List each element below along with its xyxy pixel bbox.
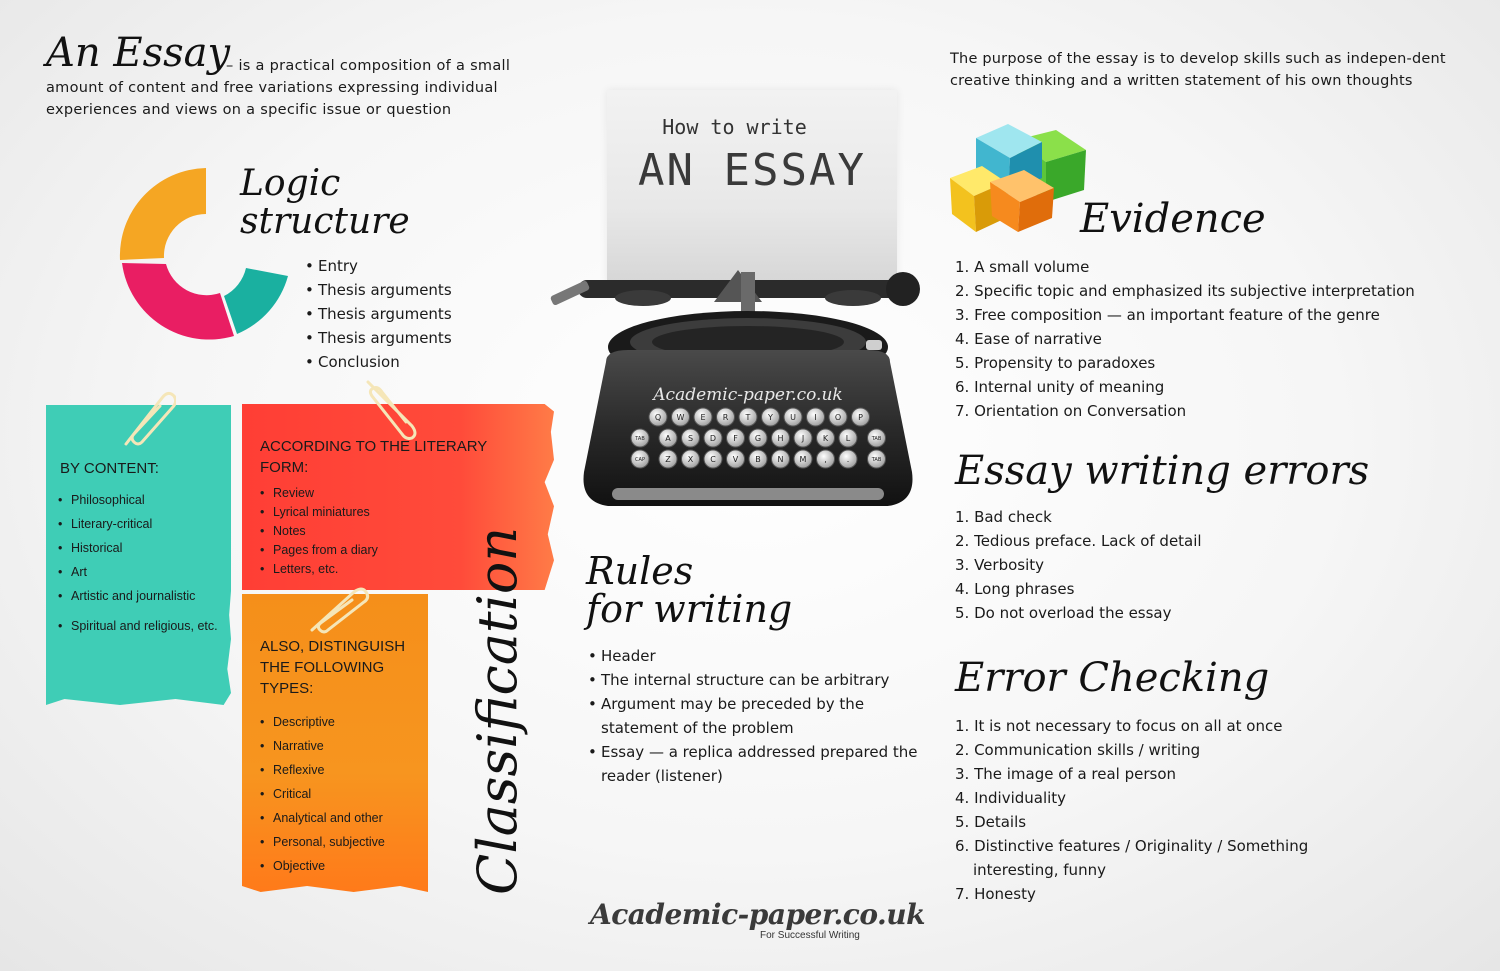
typewriter-key-label: E [700,413,706,422]
list-item: • Artistic and journalistic [58,584,218,608]
list-item: • Art [58,560,218,584]
evidence-list [955,255,1415,423]
list-item: • Argument may be preceded by the statement of the problem [588,692,918,740]
typewriter-key [682,429,700,447]
logic-structure-title [240,165,410,241]
typewriter-key-label: U [790,413,796,422]
typewriter-key [784,408,802,426]
list-item: • Pages from a diary [260,541,378,560]
list-item-continuation: interesting, funny [973,861,1106,879]
list-item: 3. Free composition — an important feature of the genre [955,306,1380,324]
by-content-heading: BY CONTENT: [60,460,159,477]
typewriter-key-label: , [824,455,827,464]
typewriter-key [704,429,722,447]
typewriter-key [817,429,835,447]
list-item: • Historical [58,536,218,560]
list-item: • Essay — a replica addressed prepared the reader (listener) [588,740,918,788]
svg-text:CAP: CAP [635,457,645,463]
typewriter-key [682,450,700,468]
writing-errors-list [955,505,1202,625]
literary-form-heading: ACCORDING TO THE LITERARY FORM: [260,438,487,476]
typewriter-key-label: F [733,434,738,443]
typewriter-key [817,450,835,468]
classification-title: Classification [466,526,529,895]
list-item: 3. The image of a real person [955,765,1177,783]
typewriter-brand: Academic-paper.co.uk [653,385,843,405]
typewriter-key [852,408,870,426]
typewriter-key-label: K [822,434,829,443]
rules-title [586,549,793,631]
footer-tagline: For Successful Writing [760,930,860,941]
key-row-2 [631,429,886,447]
typewriter-key [762,408,780,426]
typewriter-key [694,408,712,426]
essay-definition [46,55,556,121]
typewriter-key [839,429,857,447]
by-content-list [58,488,218,638]
list-item: 5. Do not overload the essay [955,604,1172,622]
donut-segment-teal [224,268,288,334]
typewriter-side-key [631,450,649,468]
typewriter-key-label: W [676,413,685,422]
typewriter-key [794,429,812,447]
typewriter-key [794,450,812,468]
typewriter-key [717,408,735,426]
writing-errors-title: Essay writing errors [955,448,1370,494]
list-item: 4. Long phrases [955,580,1075,598]
typewriter-key [839,450,857,468]
typewriter-side-key [868,429,886,447]
list-item: • Philosophical [58,488,218,512]
typewriter-key-label: . [846,455,850,464]
literary-form-list [260,484,378,579]
list-item: • Lyrical miniatures [260,503,378,522]
list-item: • Reflexive [260,758,385,782]
evidence-title: Evidence [1080,196,1266,242]
list-item: • Header [588,644,918,668]
types-heading: ALSO, DISTINGUISH THE FOLLOWING TYPES: [260,638,406,697]
typewriter-key [704,450,722,468]
list-item: • Review [260,484,378,503]
list-item: • Narrative [260,734,385,758]
paper-subtitle: How to write [662,115,807,139]
rules-list [588,644,918,788]
logic-title-line2: structure [240,201,410,242]
typewriter-side-key [631,429,649,447]
typewriter-key-label: Q [654,413,662,422]
page-title: An Essay [46,30,231,76]
svg-text:TAB: TAB [871,436,882,442]
typewriter-key-label: B [755,455,761,464]
list-item: • Notes [260,522,378,541]
key-row-3 [631,450,886,468]
list-item: • Thesis arguments [305,278,452,302]
donut-segment-pink [122,263,234,340]
list-item: 5. Propensity to paradoxes [955,354,1156,372]
typewriter-key [739,408,757,426]
rules-title-line1: Rules [586,549,694,593]
list-item: • The internal structure can be arbitrary [588,668,918,692]
typewriter-key [772,450,790,468]
cubes-icon [946,120,1091,235]
list-item: 7. Honesty [955,885,1036,903]
typewriter-key-label: Z [665,455,671,464]
donut-segment-orange [120,168,206,260]
list-item: • Entry [305,254,452,278]
typewriter-key [727,450,745,468]
list-item: • Objective [260,854,385,878]
list-item: • Thesis arguments [305,302,452,326]
logic-title-line1: Logic [240,163,341,204]
rules-title-line2: for writing [586,587,793,631]
typewriter-illustration [548,262,924,520]
list-item: 1. It is not necessary to focus on all at once [955,717,1283,735]
list-item: 5. Details [955,813,1027,831]
typewriter-key-label: G [754,434,762,443]
typewriter-key-label: V [732,455,739,464]
paperclip-icon [112,390,176,448]
error-checking-list [955,714,1475,906]
typewriter-key-label: P [858,413,863,422]
paperclip-icon [306,586,370,634]
paperclip-icon [362,376,426,440]
list-item: 1. A small volume [955,258,1090,276]
list-item: • Conclusion [305,350,452,374]
list-item: • Critical [260,782,385,806]
list-item: 2. Specific topic and emphasized its subjective interpretation [955,282,1415,300]
typewriter-key [649,408,667,426]
svg-text:TAB: TAB [635,436,645,442]
typewriter-key-label: R [722,413,729,422]
typewriter-key [829,408,847,426]
typewriter-key-label: N [777,455,784,464]
paper-title: AN ESSAY [638,145,866,196]
typewriter-key [727,429,745,447]
typewriter-key-label: X [687,455,694,464]
essay-definition-text: – is a practical composition of a small amount of content and free variations expressing individual experiences and views on a specific issue or question [46,58,511,118]
typewriter-key [672,408,690,426]
typewriter-key [659,429,677,447]
typewriter-key-label: S [687,434,694,443]
typewriter-key-label: D [709,434,717,443]
typewriter-key-label: I [814,413,817,422]
list-item: 6. Distinctive features / Originality / Something [955,837,1309,855]
types-list [260,710,385,878]
list-item: • Analytical and other [260,806,385,830]
error-checking-title: Error Checking [955,655,1270,701]
list-item: • Descriptive [260,710,385,734]
list-item: • Literary-critical [58,512,218,536]
list-item: 1. Bad check [955,508,1052,526]
list-item: 4. Individuality [955,789,1067,807]
typewriter-key-label: L [845,434,851,443]
typewriter-key-label: A [665,434,671,443]
typewriter-side-key [868,450,886,468]
list-item: 4. Ease of narrative [955,330,1102,348]
typewriter-key-label: M [799,455,807,464]
logic-structure-list [305,254,452,374]
list-item: 3. Verbosity [955,556,1045,574]
typewriter-key-label: O [834,413,842,422]
list-item: 2. Communication skills / writing [955,741,1201,759]
typewriter-key [772,429,790,447]
list-item: • Thesis arguments [305,326,452,350]
list-item: • Spiritual and religious, etc. [58,614,218,638]
typewriter-key [749,450,767,468]
typewriter-key-label: T [745,413,751,422]
typewriter-key [807,408,825,426]
typewriter-key-label: Y [768,413,773,422]
typewriter-key-label: J [801,434,805,443]
list-item: • Letters, etc. [260,560,378,579]
list-item: 6. Internal unity of meaning [955,378,1165,396]
list-item: 7. Orientation on Conversation [955,402,1187,420]
footer-logo: Academic-paper.co.uk [590,898,926,931]
typewriter-key [659,450,677,468]
list-item: 2. Tedious preface. Lack of detail [955,532,1202,550]
typewriter-key-label: C [710,455,716,464]
essay-purpose: The purpose of the essay is to develop skills such as indepen-dent creative thinking and a written statement of his own thoughts [950,51,1446,89]
typewriter-key-label: H [777,434,784,443]
list-item: • Personal, subjective [260,830,385,854]
typewriter-key [749,429,767,447]
svg-text:TAB: TAB [871,457,882,463]
